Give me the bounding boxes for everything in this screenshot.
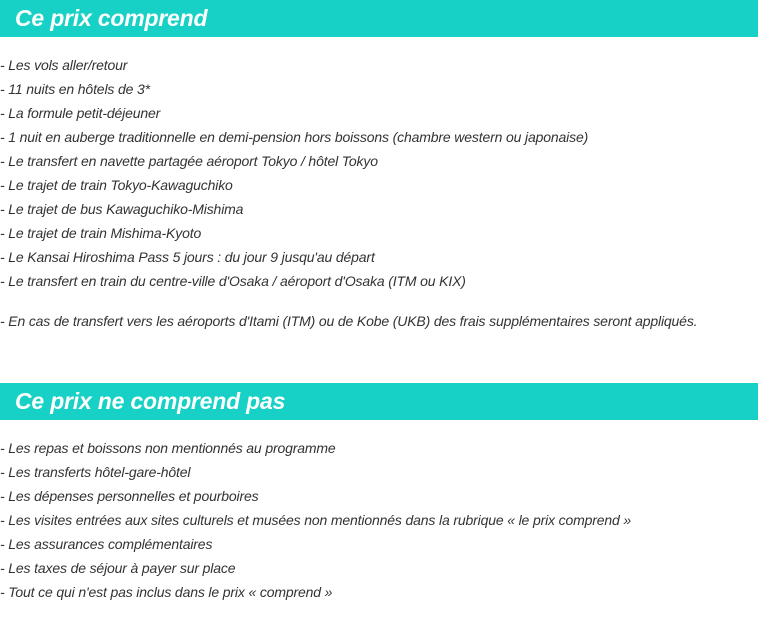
includes-section-header (0, 0, 758, 37)
excludes-section-header (0, 383, 758, 420)
excludes-list-item: - Les taxes de séjour à payer sur place (0, 560, 236, 576)
includes-list-item: - Le Kansai Hiroshima Pass 5 jours : du jour 9 jusqu'au départ (0, 249, 375, 265)
excludes-list-item: - Les repas et boissons non mentionnés au programme (0, 440, 336, 456)
includes-list-item: - 11 nuits en hôtels de 3* (0, 81, 150, 97)
excludes-list (0, 436, 631, 604)
excludes-section-title: Ce prix ne comprend pas (15, 388, 286, 414)
excludes-list-item: - Les assurances complémentaires (0, 536, 213, 552)
includes-list-item: - Le trajet de train Mishima-Kyoto (0, 225, 202, 241)
includes-list-item: - 1 nuit en auberge traditionnelle en demi-pension hors boissons (chambre western ou japonaise) (0, 129, 589, 145)
includes-list-item: - Le trajet de bus Kawaguchiko-Mishima (0, 201, 244, 217)
includes-list-item: - Le trajet de train Tokyo-Kawaguchiko (0, 177, 233, 193)
includes-list (0, 53, 588, 293)
excludes-list-item: - Tout ce qui n'est pas inclus dans le prix « comprend » (0, 584, 333, 600)
includes-list-item: - La formule petit-déjeuner (0, 105, 161, 121)
excludes-list-item: - Les dépenses personnelles et pourboires (0, 488, 259, 504)
includes-section-title: Ce prix comprend (15, 5, 208, 31)
airport-surcharge-note: - En cas de transfert vers les aéroports d'Itami (ITM) ou de Kobe (UKB) des frais supplémentaires seront appliqués. (0, 313, 698, 329)
excludes-list-item: - Les visites entrées aux sites culturels et musées non mentionnés dans la rubrique « le prix comprend » (0, 512, 632, 528)
includes-list-item: - Le transfert en navette partagée aéroport Tokyo / hôtel Tokyo (0, 153, 378, 169)
excludes-list-item: - Les transferts hôtel-gare-hôtel (0, 464, 191, 480)
includes-list-item: - Le transfert en train du centre-ville d'Osaka / aéroport d'Osaka (ITM ou KIX) (0, 273, 466, 289)
includes-list-item: - Les vols aller/retour (0, 57, 128, 73)
